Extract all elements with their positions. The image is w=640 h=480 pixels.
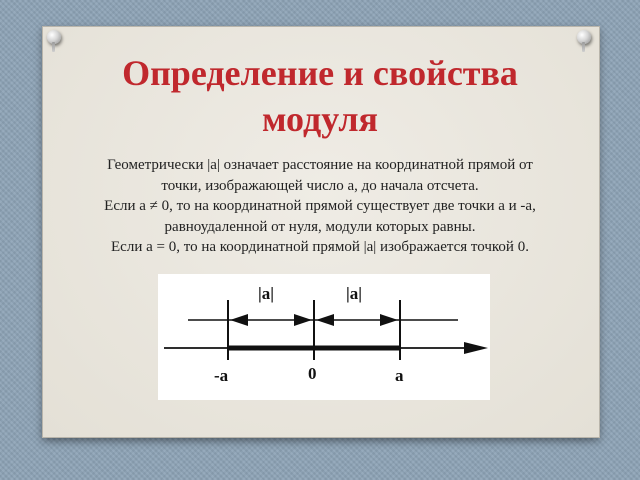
number-line-figure: [158, 274, 490, 400]
text-line-5: Если а = 0, то на координатной прямой |a| изображается точкой 0.: [111, 239, 529, 255]
axis-arrow-icon: [464, 342, 488, 354]
arrow-right-a-start: [316, 314, 334, 326]
number-line-diagram: [158, 274, 490, 400]
slide-title-line-1: Определение и свойства: [122, 53, 518, 93]
abs-a-label-left: |a|: [258, 284, 274, 303]
label-neg-a: -a: [214, 366, 229, 385]
text-line-4: равноудаленной от нуля, модули которых равны.: [164, 218, 476, 235]
pushpin-icon: [577, 30, 591, 44]
arrow-left-a-end: [294, 314, 312, 326]
slide-title: [42, 50, 598, 142]
arrow-right-a-end: [380, 314, 398, 326]
pushpin-icon: [47, 30, 61, 44]
label-zero: 0: [308, 364, 317, 383]
label-pos-a: a: [395, 366, 404, 385]
slide-title-line-2: модуля: [262, 99, 378, 139]
text-line-1: Геометрически |a| означает расстояние на координатной прямой от: [107, 157, 533, 173]
arrow-left-a-start: [230, 314, 248, 326]
text-line-2: точки, изображающей число а, до начала отсчета.: [161, 177, 479, 194]
definition-text: [60, 155, 580, 258]
text-line-3: Если а ≠ 0, то на координатной прямой существует две точки а и -а,: [104, 198, 536, 214]
abs-a-label-right: |a|: [346, 284, 362, 303]
